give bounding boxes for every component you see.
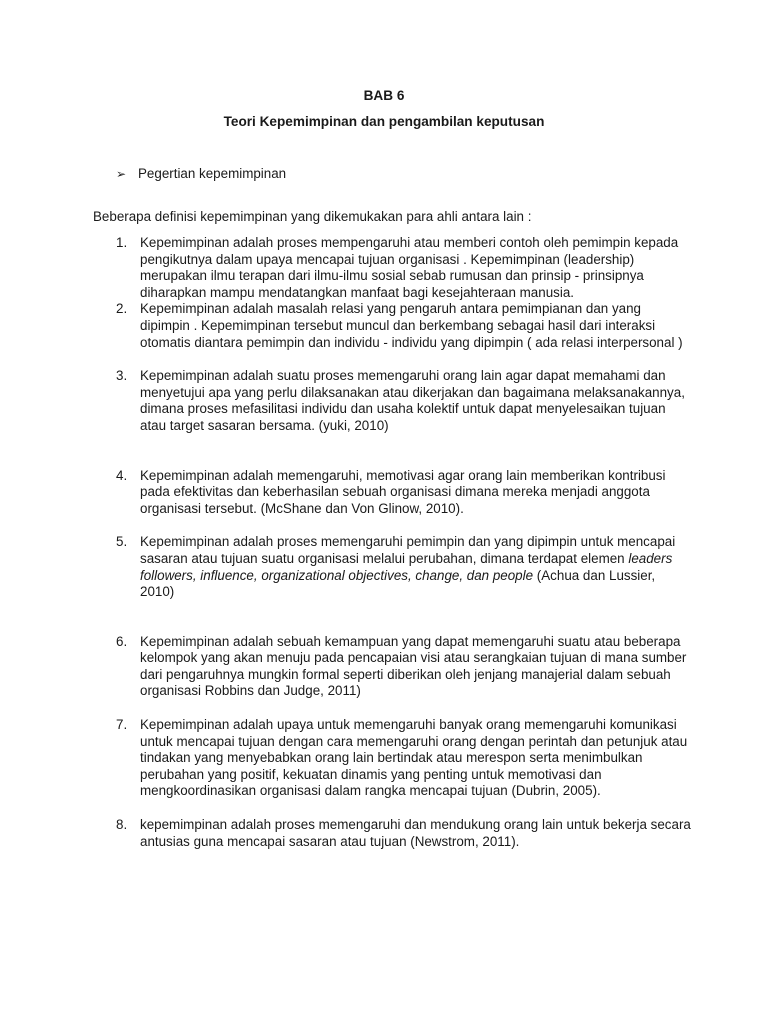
list-item-text: Kepemimpinan adalah sebuah kemampuan yang dapat memengaruhi suatu atau beberapa kelompok yang akan menuju pada pencapaian visi atau serangkaian tujuan di mana sumber dari pengaruhnya mungkin formal seperti diberikan oleh jenjang manajerial dalam sebuah organisasi Robbins dan Judge, 2011) [140, 633, 687, 699]
list-item-number: 4. [116, 467, 128, 483]
list-item-text: kepemimpinan adalah proses memengaruhi dan mendukung orang lain untuk bekerja secara antusias guna mencapai sasaran atau tujuan (Newstrom, 2011). [140, 817, 691, 849]
list-item-number: 5. [116, 534, 128, 550]
list-item-number: 2. [116, 301, 128, 317]
arrow-bullet-icon: ➢ [116, 167, 127, 181]
list-item-text-end: (Achua dan Lussier, 2010) [140, 567, 656, 600]
list-item [93, 817, 693, 850]
list-item-text: Kepemimpinan adalah memengaruhi, memotivasi agar orang lain memberikan kontribusi pada efektivitas dan keberhasilan sebuah organisasi dimana mereka menjadi anggota organisasi tersebut. (McShane dan Von Glinow, 2010). [140, 467, 666, 516]
list-item [93, 717, 693, 800]
list-item-number: 3. [116, 368, 128, 384]
list-item-number: 6. [116, 633, 128, 649]
list-item-number: 1. [116, 235, 128, 250]
list-item [93, 368, 693, 434]
section-heading: Pegertian kepemimpinan [138, 166, 287, 181]
chapter-title: Teori Kepemimpinan dan pengambilan keputusan [223, 114, 545, 129]
list-item-number: 7. [116, 717, 128, 733]
list-item [93, 468, 693, 518]
list-item-text: Kepemimpinan adalah upaya untuk memengaruhi banyak orang memengaruhi komunikasi untuk mencapai tujuan dengan cara memengaruhi orang dengan perintah dan petunjuk atau tindakan yang menyebabkan orang lain bertindak atau merespon serta menimbulkan perubahan yang positif, kekuatan dinamis yang penting untuk memotivasi dan mengkoordinasikan organisasi dalam rangka mencapai tujuan (Dubrin, 2005). [140, 717, 688, 799]
list-item-text: Kepemimpinan adalah masalah relasi yang pengaruh antara pemimpianan dan yang dipimpin . Kepemimpinan tersebut muncul dan berkembang sebagai hasil dari interaksi otomatis diantara pemimpin dan individu - individu yang dipimpin ( ada relasi interpersonal ) [140, 301, 683, 350]
section-bullet [116, 166, 286, 183]
list-item-text-start: Kepemimpinan adalah proses memengaruhi pemimpin dan yang dipimpin untuk mencapai sasaran atau tujuan suatu organisasi melalui perubahan, dimana terdapat elemen [140, 534, 676, 566]
definitions-list [93, 235, 693, 850]
list-item [93, 634, 693, 700]
list-item-text: Kepemimpinan adalah suatu proses memengaruhi orang lain agar dapat memahami dan menyetujui apa yang perlu dilaksanakan atau dikerjakan dan bagaimana melaksanakannya, dimana proses mefasilitasi individu dan usaha kolektif untuk dapat menyelesaikan tujuan atau target sasaran bersama. (yuki, 2010) [140, 368, 685, 433]
list-item-text-italic: leaders followers, influence, organizational objectives, change, dan people [140, 550, 673, 583]
list-item [93, 534, 693, 600]
intro-paragraph: Beberapa definisi kepemimpinan yang dikemukakan para ahli antara lain : [93, 209, 532, 224]
list-item [93, 235, 693, 301]
chapter-heading: BAB 6 [363, 88, 405, 103]
list-item [93, 301, 693, 351]
list-item-number: 8. [116, 817, 128, 833]
list-item-text: Kepemimpinan adalah proses mempengaruhi atau memberi contoh oleh pemimpin kepada pengikutnya dalam upaya mencapai tujuan organisasi . Kepemimpinan (leadership) merupakan ilmu terapan dari ilmu-ilmu sosial sebab rumusan dan prinsip - prinsipnya diharapkan mampu mendatangkan manfaat bagi kesejahteraan manusia. [140, 235, 679, 300]
list-item-text [140, 534, 693, 600]
